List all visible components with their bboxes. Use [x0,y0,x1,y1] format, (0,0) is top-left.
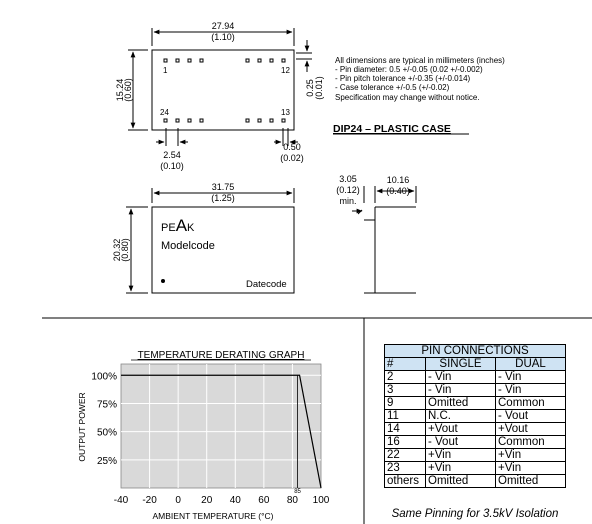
depth-in: (0.40) [386,186,410,196]
chart-xlabel: AMBIENT TEMPERATURE (°C) [152,511,274,521]
chart-annotation: 85 [294,489,301,495]
front-width-in: (1.25) [211,193,235,203]
note-line-1: All dimensions are typical in millimeters (inches) [335,56,505,65]
chart-x-tick-label: 20 [201,495,213,506]
pin-number-cell: 9 [385,397,426,410]
pin-col-header-single: SINGLE [426,358,496,371]
chart-y-tick-label: 25% [96,455,117,467]
peak-logo: PEAK [161,216,195,235]
pitch-mm: 2.54 [163,150,181,160]
pin-col-header-number: # [385,358,426,371]
pin-number-cell: 3 [385,384,426,397]
case-title: DIP24 – PLASTIC CASE [333,123,451,135]
pitch-in: (0.10) [160,161,184,171]
standoff-min: min. [339,196,357,206]
chart-y-tick-label: 50% [96,427,117,439]
pin-label-1: 1 [163,66,168,75]
pin-single-cell: - Vin [426,371,496,384]
pin-dual-cell: +Vout [496,423,566,436]
pin-label-13: 13 [281,108,290,117]
pin-single-cell: - Vin [426,384,496,397]
pin-col-header-dual: DUAL [496,358,566,371]
pin-single-cell: +Vin [426,449,496,462]
chart-x-tick-label: 40 [229,495,241,506]
pin-single-cell: +Vout [426,423,496,436]
table-row [385,410,566,423]
table-row [385,371,566,384]
pin-number-cell: 22 [385,449,426,462]
top-width-mm: 27.94 [211,21,235,31]
top-width-in: (1.10) [211,32,235,42]
note-line-2: - Pin diameter: 0.5 +/-0.05 (0.02 +/-0.002) [335,65,483,74]
pin-number-cell: others [385,475,426,488]
pin-number-cell: 2 [385,371,426,384]
table-row [385,436,566,449]
chart-x-tick-label: 100 [312,495,330,506]
chart-x-tick-label: 0 [175,495,181,506]
table-row [385,475,566,488]
chart-plot-area [121,364,321,488]
pin-dual-cell: - Vin [496,384,566,397]
table-row [385,449,566,462]
depth-mm: 10.16 [386,175,410,185]
pin-width-in: (0.02) [280,153,304,163]
front-width-mm: 31.75 [211,182,235,192]
front-height-mm: 20.32 [112,238,122,262]
pin-number-cell: 16 [385,436,426,449]
pin-dim-mm: 0.25 [305,79,315,97]
chart-x-tick-label: -20 [142,495,157,506]
pin-single-cell: Omitted [426,475,496,488]
pin-single-cell: Omitted [426,397,496,410]
chart-y-tick-label: 100% [91,371,117,383]
top-pin-row [164,59,285,62]
top-view [128,28,312,146]
datecode-label: Datecode [246,279,287,290]
chart-x-tick-label: 60 [258,495,270,506]
chart-x-tick-label: 80 [286,495,298,506]
pin-number-cell: 23 [385,462,426,475]
pin-dual-cell: - Vin [496,371,566,384]
pin-dual-cell: Omitted [496,475,566,488]
chart-y-tick-label: 75% [96,399,117,411]
pin-dual-cell: +Vin [496,462,566,475]
note-line-3: - Pin pitch tolerance +/-0.35 (+/-0.014) [335,74,471,83]
chart-x-tick-label: -40 [113,495,129,506]
chart-y-ticks [91,371,117,467]
standoff-in: (0.12) [336,185,360,195]
pin-number-cell: 11 [385,410,426,423]
side-view [352,186,416,293]
table-row [385,423,566,436]
pin1-marker-dot [161,279,165,283]
derating-chart [77,350,330,521]
chart-ylabel: OUTPUT POWER [77,392,87,462]
pin-dual-cell: Common [496,397,566,410]
top-height-in: (0.60) [123,78,133,102]
standoff-mm: 3.05 [339,174,357,184]
pin-single-cell: N.C. [426,410,496,423]
pin-number-cell: 14 [385,423,426,436]
pin-table-note: Same Pinning for 3.5kV Isolation [391,508,559,520]
table-row [385,397,566,410]
pin-connections-table [384,344,566,488]
pin-dual-cell: +Vin [496,449,566,462]
table-row [385,384,566,397]
pin-label-12: 12 [281,66,290,75]
pin-width-mm: 0.50 [283,142,301,152]
pin-dim-in: (0.01) [314,76,324,100]
pin-label-24: 24 [160,108,169,117]
chart-x-ticks [114,495,330,506]
pin-dual-cell: - Vout [496,410,566,423]
note-line-4: - Case tolerance +/-0.5 (+/-0.02) [335,83,450,92]
pin-single-cell: +Vin [426,462,496,475]
pin-dual-cell: Common [496,436,566,449]
note-line-5: Specification may change without notice. [335,93,480,102]
modelcode-label: Modelcode [161,240,215,252]
pin-single-cell: - Vout [426,436,496,449]
front-height-in: (0.80) [120,238,130,262]
bottom-pin-row [164,119,285,122]
chart-title: TEMPERATURE DERATING GRAPH [137,350,305,361]
pin-table-title: PIN CONNECTIONS [385,345,566,358]
table-row [385,462,566,475]
top-height-mm: 15.24 [115,78,125,102]
